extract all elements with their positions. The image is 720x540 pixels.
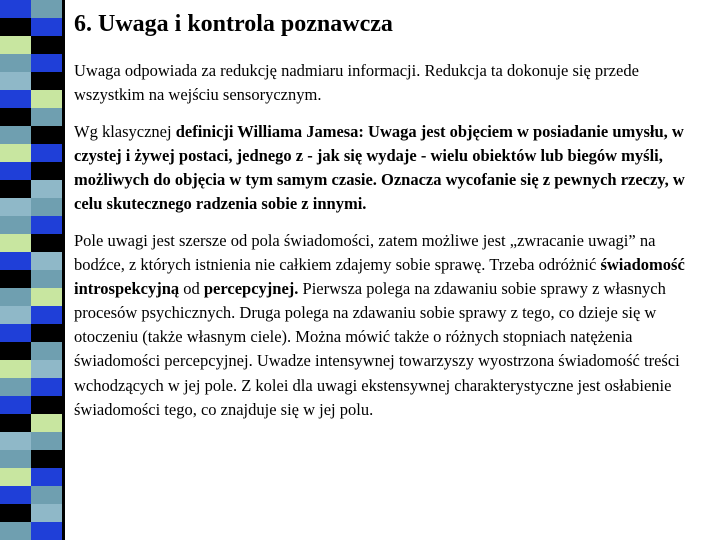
stripe-cell: [31, 270, 62, 288]
stripe-row: [0, 72, 62, 90]
stripe-cell: [31, 0, 62, 18]
stripe-cell: [0, 90, 31, 108]
stripe-cell: [31, 522, 62, 540]
stripe-cell: [0, 36, 31, 54]
stripe-cell: [0, 450, 31, 468]
stripe-cell: [31, 162, 62, 180]
stripe-row: [0, 180, 62, 198]
stripe-row: [0, 414, 62, 432]
stripe-row: [0, 90, 62, 108]
stripe-row: [0, 144, 62, 162]
stripe-cell: [0, 108, 31, 126]
stripe-cell: [31, 414, 62, 432]
stripe-cell: [31, 360, 62, 378]
stripe-row: [0, 36, 62, 54]
stripe-cell: [31, 252, 62, 270]
decorative-stripe-bar: [0, 0, 62, 540]
stripe-cell: [0, 0, 31, 18]
stripe-cell: [0, 360, 31, 378]
stripe-row: [0, 468, 62, 486]
stripe-cell: [31, 180, 62, 198]
stripe-cell: [0, 414, 31, 432]
stripe-cell: [0, 216, 31, 234]
paragraph-attention-field: [74, 229, 694, 422]
paragraph-james-definition: [74, 120, 694, 216]
stripe-cell: [0, 126, 31, 144]
stripe-cell: [31, 342, 62, 360]
stripe-row: [0, 486, 62, 504]
stripe-row: [0, 216, 62, 234]
paragraph-3-part-a: Pole uwagi jest szersze od pola świadomości, zatem możliwe jest „zwracanie uwagi” na bodźce, z których istnienia nie całkiem zdajemy sobie sprawę. Trzeba odróżnić: [74, 231, 656, 275]
paragraph-attention-definition: [74, 59, 694, 107]
stripe-cell: [31, 432, 62, 450]
stripe-row: [0, 450, 62, 468]
stripe-cell: [31, 486, 62, 504]
stripe-row: [0, 360, 62, 378]
stripe-cell: [0, 162, 31, 180]
stripe-cell: [0, 468, 31, 486]
stripe-cell: [0, 72, 31, 90]
stripe-cell: [31, 216, 62, 234]
stripe-cell: [0, 342, 31, 360]
stripe-cell: [0, 252, 31, 270]
stripe-cell: [0, 306, 31, 324]
stripe-cell: [0, 504, 31, 522]
stripe-cell: [31, 108, 62, 126]
paragraph-3-bold-introspective: świadomość introspekcyjną: [74, 255, 685, 299]
stripe-cell: [31, 306, 62, 324]
stripe-row: [0, 234, 62, 252]
stripe-cell: [31, 18, 62, 36]
stripe-row: [0, 270, 62, 288]
stripe-cell: [0, 432, 31, 450]
stripe-cell: [0, 18, 31, 36]
paragraph-3-part-e: Pierwsza polega na zdawaniu sobie sprawy z własnych procesów psychicznych. Druga polega na zdawaniu sobie sprawy z tego, co dzieje się w otoczeniu (także własnym ciele). Można mówić także o różnych stopniach natężenia świadomości percepcyjnej. Uwadze intensywnej towarzyszy wyostrzona świadomość treści wchodzących w jej pole. Z kolei dla uwagi ekstensywnej charakterystyczne jest osłabienie świadomości tego, co znajduje się w jej polu.: [74, 279, 680, 419]
stripe-row: [0, 18, 62, 36]
stripe-row: [0, 504, 62, 522]
stripe-cell: [31, 324, 62, 342]
stripe-cell: [31, 198, 62, 216]
paragraph-3-part-c: od: [179, 279, 204, 299]
stripe-row: [0, 54, 62, 72]
stripe-row: [0, 342, 62, 360]
stripe-row: [0, 432, 62, 450]
stripe-cell: [31, 288, 62, 306]
stripe-cell: [31, 90, 62, 108]
stripe-cell: [0, 522, 31, 540]
vertical-rule: [62, 0, 65, 540]
paragraph-3-bold-perceptual: percepcyjnej.: [203, 279, 299, 299]
stripe-row: [0, 108, 62, 126]
stripe-cell: [31, 378, 62, 396]
stripe-cell: [0, 288, 31, 306]
stripe-row: [0, 198, 62, 216]
stripe-cell: [0, 198, 31, 216]
stripe-cell: [31, 54, 62, 72]
stripe-cell: [31, 396, 62, 414]
stripe-row: [0, 162, 62, 180]
stripe-cell: [31, 144, 62, 162]
slide-content: [74, 0, 710, 422]
stripe-row: [0, 324, 62, 342]
slide-title: 6. Uwaga i kontrola poznawcza: [74, 11, 393, 37]
stripe-cell: [31, 504, 62, 522]
stripe-row: [0, 396, 62, 414]
stripe-row: [0, 126, 62, 144]
stripe-cell: [0, 324, 31, 342]
stripe-cell: [31, 72, 62, 90]
paragraph-2-prefix: Wg klasycznej: [74, 122, 176, 141]
stripe-cell: [31, 234, 62, 252]
stripe-row: [0, 0, 62, 18]
stripe-cell: [0, 234, 31, 252]
stripe-cell: [31, 36, 62, 54]
stripe-cell: [0, 486, 31, 504]
stripe-cell: [31, 126, 62, 144]
stripe-row: [0, 306, 62, 324]
stripe-cell: [0, 396, 31, 414]
stripe-cell: [0, 54, 31, 72]
stripe-cell: [31, 468, 62, 486]
stripe-row: [0, 252, 62, 270]
stripe-cell: [0, 180, 31, 198]
paragraph-2-bold: definicji Williama Jamesa: Uwaga jest objęciem w posiadanie umysłu, w czystej i żywej postaci, jednego z - jak się wydaje - wielu obiektów lub biegów myśli, możliwych do objęcia w tym samym czasie. Oznacza wycofanie się z pewnych rzeczy, w celu skutecznego radzenia sobie z innymi.: [74, 122, 685, 213]
stripe-row: [0, 522, 62, 540]
paragraph-1-text: Uwaga odpowiada za redukcję nadmiaru informacji. Redukcja ta dokonuje się przede wszystkim na wejściu sensorycznym.: [74, 61, 639, 104]
stripe-row: [0, 378, 62, 396]
stripe-cell: [0, 378, 31, 396]
stripe-row: [0, 288, 62, 306]
stripe-cell: [0, 144, 31, 162]
stripe-cell: [0, 270, 31, 288]
stripe-cell: [31, 450, 62, 468]
